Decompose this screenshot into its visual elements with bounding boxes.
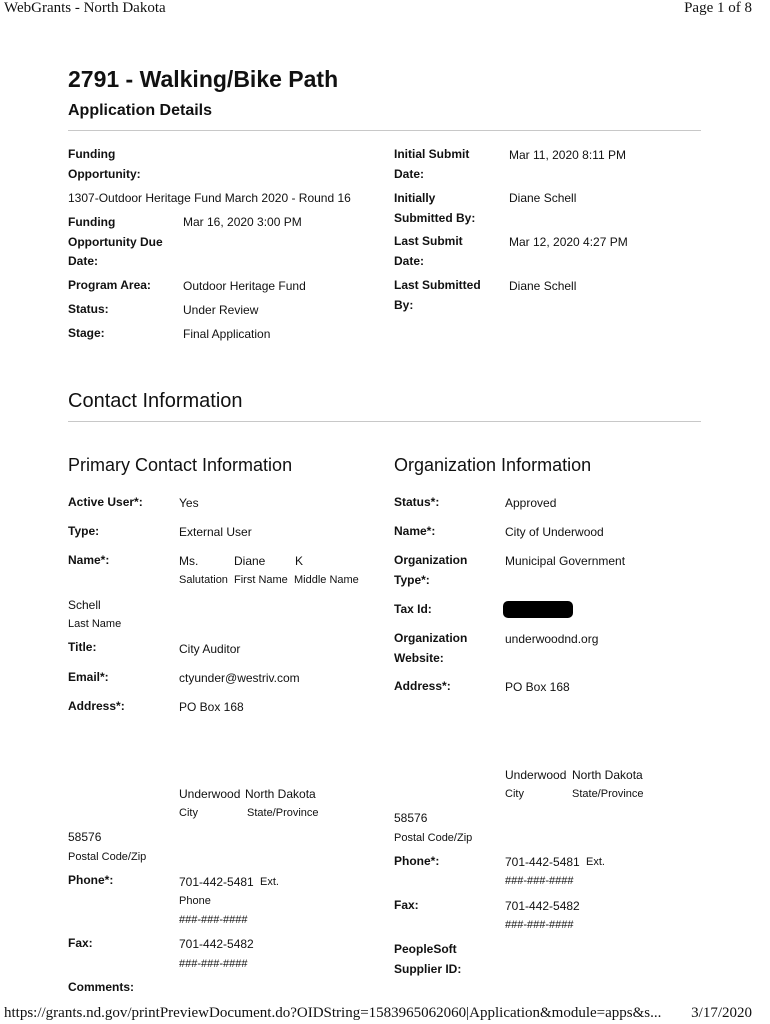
org-city-caption: City — [505, 788, 524, 800]
last-submitted-by-value: Diane Schell — [509, 279, 577, 293]
org-status-value: Approved — [505, 496, 557, 510]
org-fax-label: Fax: — [394, 898, 419, 912]
last-submit-label: Last Submit Date: — [394, 234, 463, 268]
last-name-value: Schell — [68, 598, 101, 612]
org-name-label: Name*: — [394, 524, 436, 538]
last-submitted-by-label: Last Submitted By: — [394, 278, 481, 312]
page-number: Page 1 of 8 — [684, 0, 752, 16]
contact-phone-label: Phone*: — [68, 873, 114, 887]
contact-postal-value: 58576 — [68, 830, 102, 844]
org-phone-label: Phone*: — [394, 854, 440, 868]
initial-submit-value: Mar 11, 2020 8:11 PM — [509, 148, 626, 162]
first-name-caption: First Name — [234, 574, 288, 586]
contact-type-label: Type: — [68, 524, 100, 538]
divider — [68, 421, 701, 422]
funding-opportunity-label: Funding Opportunity: — [68, 147, 141, 181]
salutation-value: Ms. — [179, 554, 199, 568]
print-header-title: WebGrants - North Dakota — [4, 0, 166, 16]
initially-submitted-by-value: Diane Schell — [509, 191, 577, 205]
org-postal-caption: Postal Code/Zip — [394, 832, 473, 844]
due-date-value: Mar 16, 2020 3:00 PM — [183, 215, 302, 229]
status-value: Under Review — [183, 303, 259, 317]
initial-submit-label: Initial Submit Date: — [394, 147, 470, 181]
org-state-caption: State/Province — [572, 788, 644, 800]
org-name-value: City of Underwood — [505, 525, 604, 539]
contact-address-label: Address*: — [68, 699, 125, 713]
contact-fax-format: ###-###-#### — [179, 958, 248, 970]
last-submit-value: Mar 12, 2020 4:27 PM — [509, 235, 628, 249]
program-area-value: Outdoor Heritage Fund — [183, 279, 306, 293]
contact-state-caption: State/Province — [247, 807, 319, 819]
print-url-link[interactable]: https://grants.nd.gov/printPreviewDocument.do?OIDString=1583965062060|Application&module=apps&s... — [4, 1005, 662, 1021]
active-user-value: Yes — [179, 496, 199, 510]
org-address-value: PO Box 168 — [505, 680, 570, 694]
org-website-label: Organization Website: — [394, 631, 468, 665]
org-type-value: Municipal Government — [505, 554, 626, 568]
primary-contact-heading: Primary Contact Information — [68, 455, 293, 475]
contact-city-caption: City — [179, 807, 198, 819]
last-name-caption: Last Name — [68, 618, 122, 630]
tax-id-label: Tax Id: — [394, 602, 432, 616]
print-date: 3/17/2020 — [691, 1005, 752, 1021]
page-title: 2791 - Walking/Bike Path — [68, 66, 339, 92]
org-state-value: North Dakota — [572, 768, 643, 782]
due-date-label: Funding Opportunity Due Date: — [68, 215, 163, 268]
contact-postal-caption: Postal Code/Zip — [68, 851, 147, 863]
contact-fax-value: 701-442-5482 — [179, 937, 254, 951]
org-city-value: Underwood — [505, 768, 567, 782]
contact-phone-caption: Phone — [179, 895, 211, 907]
org-phone-value: 701-442-5481 — [505, 855, 580, 869]
active-user-label: Active User*: — [68, 495, 143, 509]
comments-label: Comments: — [68, 980, 135, 994]
org-phone-ext: Ext. — [586, 856, 605, 868]
org-fax-value: 701-442-5482 — [505, 899, 580, 913]
contact-section-heading: Contact Information — [68, 390, 243, 412]
contact-phone-value: 701-442-5481 — [179, 875, 254, 889]
stage-value: Final Application — [183, 327, 271, 341]
status-label: Status: — [68, 302, 109, 316]
divider — [68, 130, 701, 131]
org-fax-format: ###-###-#### — [505, 919, 574, 931]
funding-opportunity-value: 1307-Outdoor Heritage Fund March 2020 - Round 16 — [68, 191, 351, 205]
email-label: Email*: — [68, 670, 109, 684]
application-details-heading: Application Details — [68, 102, 213, 119]
middle-name-value: K — [295, 554, 304, 568]
org-website-value: underwoodnd.org — [505, 632, 599, 646]
org-status-label: Status*: — [394, 495, 440, 509]
title-value: City Auditor — [179, 642, 241, 656]
salutation-caption: Salutation — [179, 574, 228, 586]
redacted-tax-id — [503, 601, 573, 618]
initially-submitted-by-label: Initially Submitted By: — [394, 191, 476, 225]
contact-address-value: PO Box 168 — [179, 700, 244, 714]
contact-city-value: Underwood — [179, 787, 241, 801]
contact-name-label: Name*: — [68, 553, 110, 567]
middle-name-caption: Middle Name — [294, 574, 359, 586]
contact-type-value: External User — [179, 525, 252, 539]
first-name-value: Diane — [234, 554, 266, 568]
org-postal-value: 58576 — [394, 811, 428, 825]
title-label: Title: — [68, 640, 97, 654]
contact-phone-ext: Ext. — [260, 876, 279, 888]
email-value: ctyunder@westriv.com — [179, 671, 300, 685]
org-type-label: Organization Type*: — [394, 553, 468, 587]
organization-heading: Organization Information — [394, 455, 592, 475]
contact-phone-format: ###-###-#### — [179, 914, 248, 926]
program-area-label: Program Area: — [68, 278, 151, 292]
supplier-id-label: PeopleSoft Supplier ID: — [394, 942, 462, 976]
contact-state-value: North Dakota — [245, 787, 316, 801]
contact-fax-label: Fax: — [68, 936, 93, 950]
org-phone-format: ###-###-#### — [505, 875, 574, 887]
stage-label: Stage: — [68, 326, 105, 340]
org-address-label: Address*: — [394, 679, 451, 693]
